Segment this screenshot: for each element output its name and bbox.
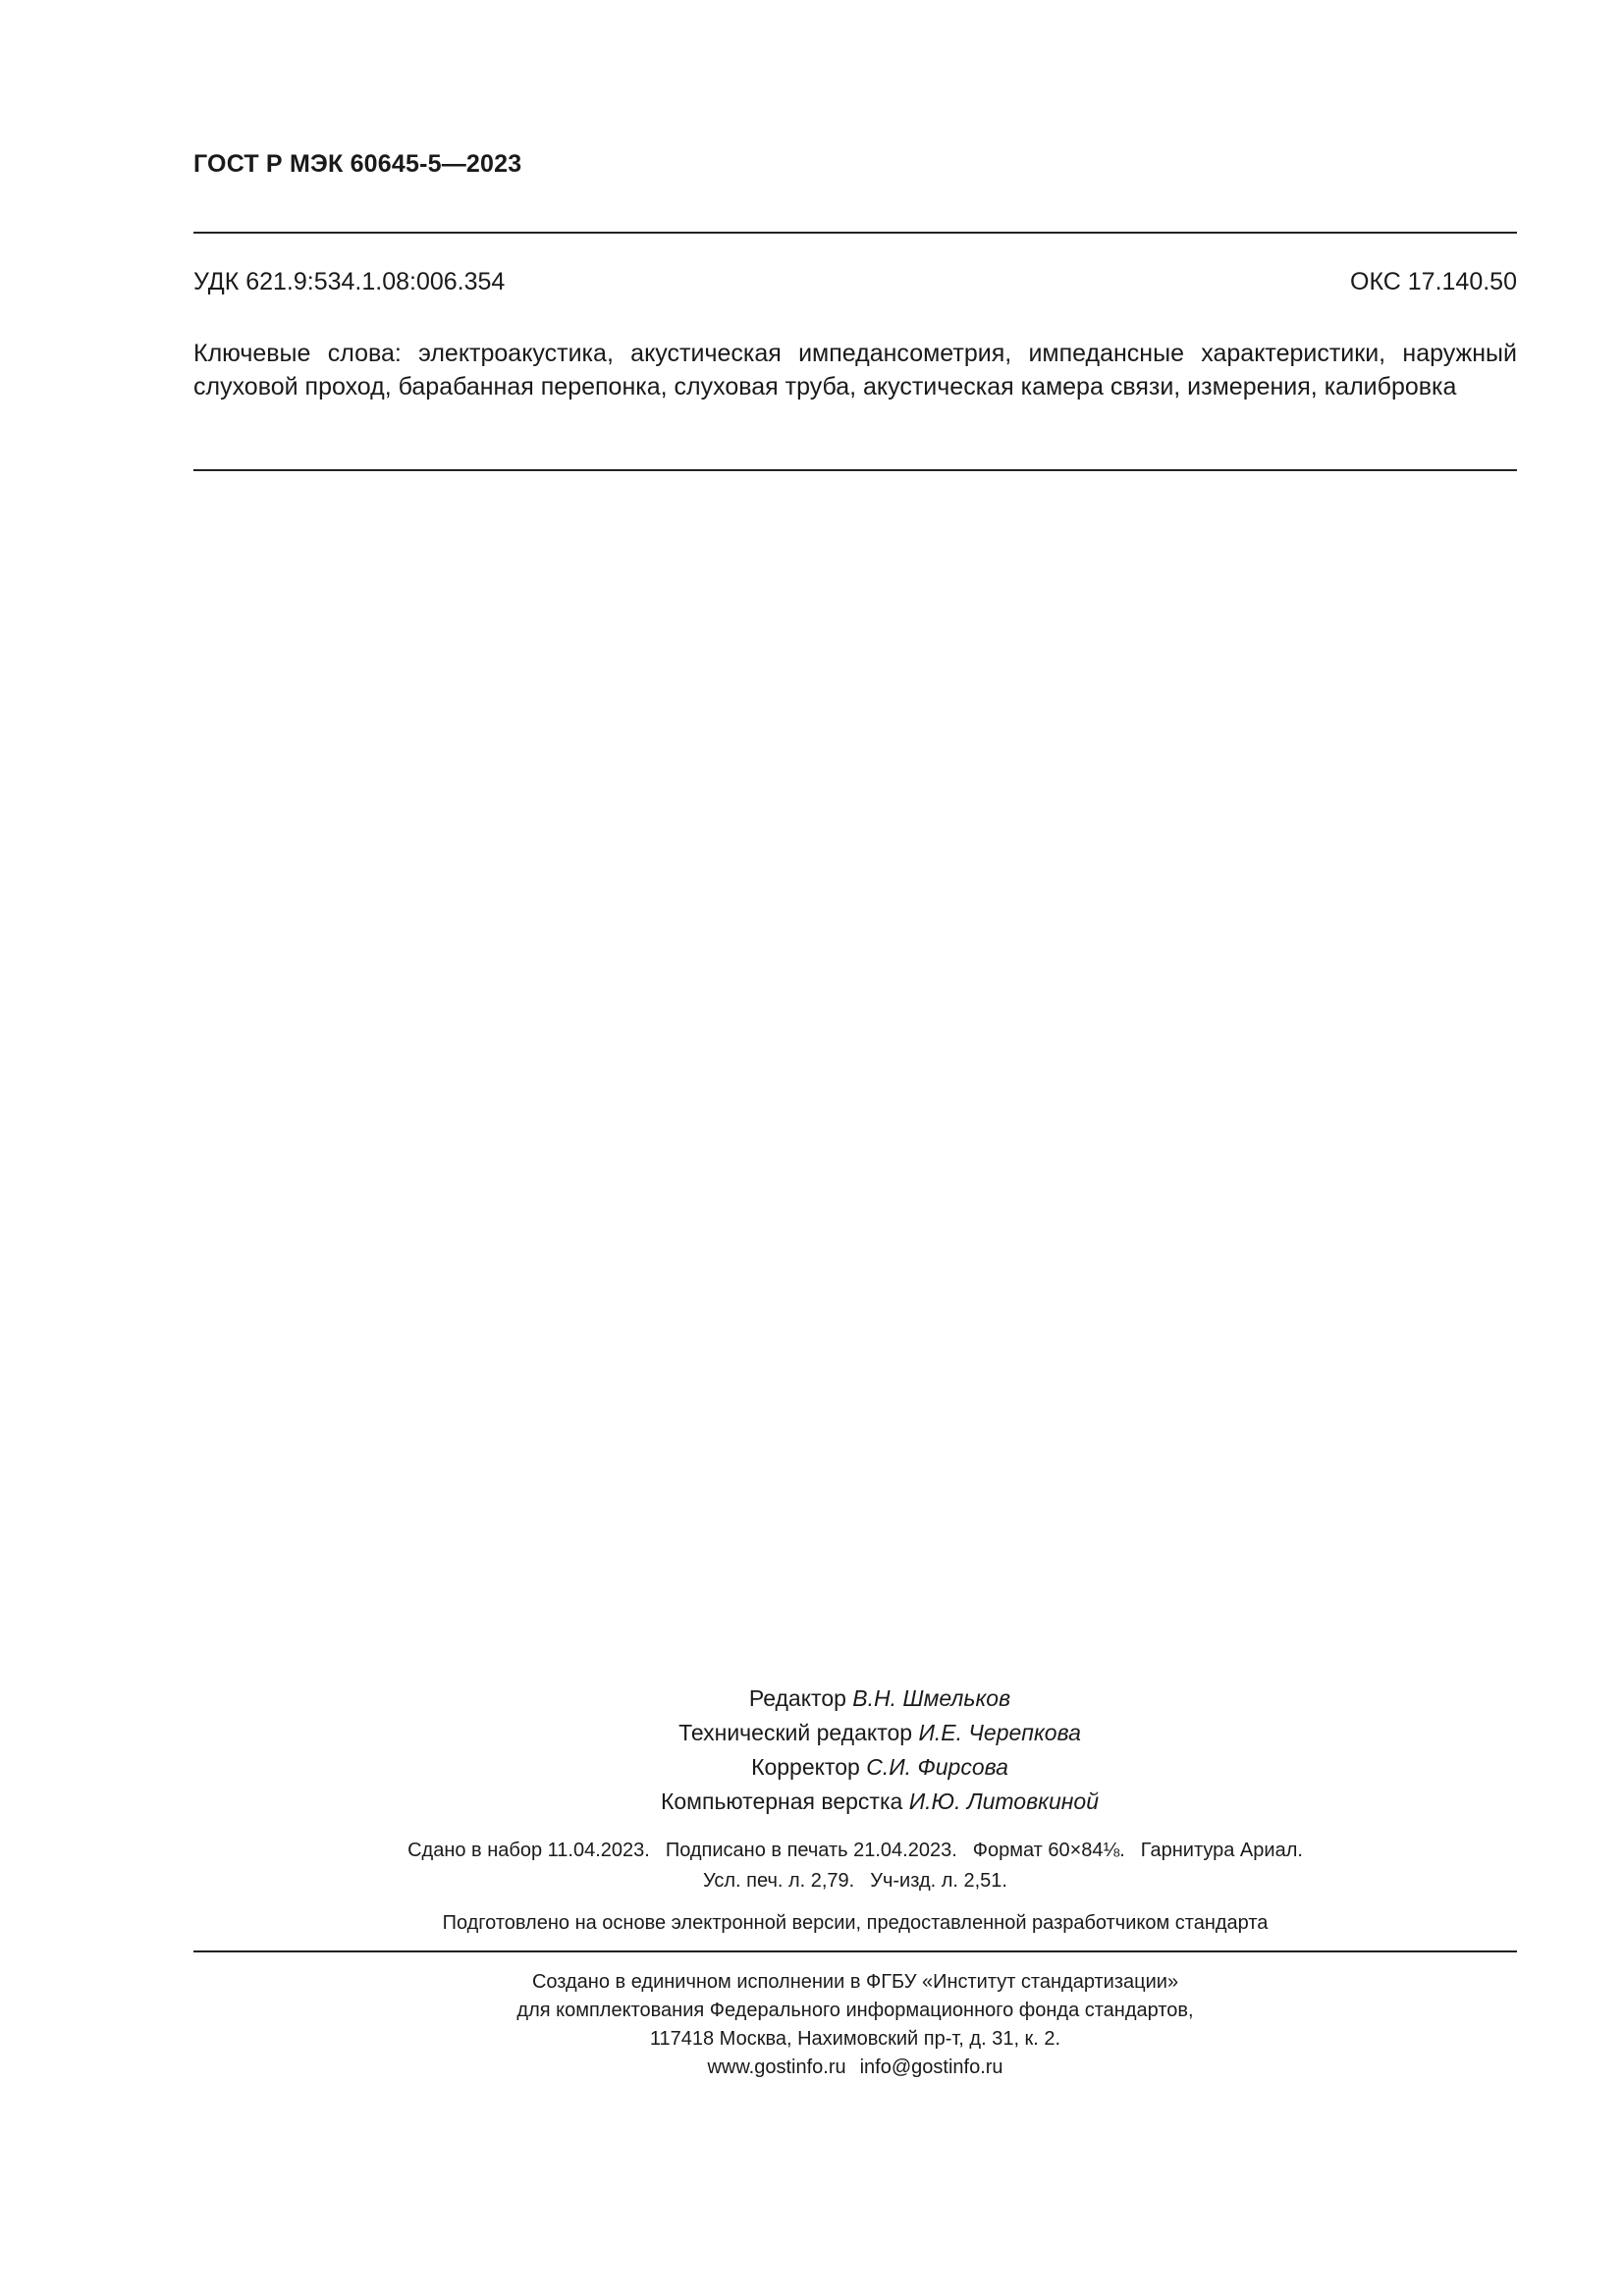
- credit-line-layout: [243, 1785, 1517, 1819]
- imprint-contacts: [193, 2054, 1517, 2082]
- print-sheets: Усл. печ. л. 2,79.: [703, 1870, 855, 1892]
- paper-format: Формат 60×84⅛.: [972, 1840, 1125, 1861]
- oks-code: ОКС 17.140.50: [1350, 268, 1517, 295]
- publication-info: [193, 1836, 1517, 1896]
- email-link[interactable]: info@gostinfo.ru: [859, 2056, 1003, 2078]
- credit-person: С.И. Фирсова: [866, 1754, 1008, 1780]
- credit-role: Компьютерная верстка: [660, 1789, 903, 1814]
- imprint-line-3: 117418 Москва, Нахимовский пр-т, д. 31, к. 2.: [649, 2028, 1061, 2050]
- imprint-divider: [193, 1950, 1517, 1952]
- credit-line-editor: [243, 1682, 1517, 1716]
- credit-role: Редактор: [748, 1685, 846, 1711]
- top-divider: [193, 232, 1517, 234]
- credit-role: Корректор: [751, 1754, 860, 1780]
- publisher-imprint: [193, 1968, 1517, 2082]
- prepared-note: Подготовлено на основе электронной версии, предоставленной разработчиком стандарта: [442, 1912, 1269, 1934]
- publication-info-line-1: [193, 1836, 1517, 1866]
- credit-person: В.Н. Шмельков: [852, 1685, 1011, 1711]
- credit-person: И.Ю. Литовкиной: [908, 1789, 1099, 1814]
- keywords-paragraph: Ключевые слова: электроакустика, акустическая импедансометрия, импедансные характеристики, наружный слуховой проход, барабанная перепонка, слуховая труба, акустическая камера связи, измерения, калибровка: [193, 340, 1517, 400]
- udk-code: УДК 621.9:534.1.08:006.354: [193, 268, 506, 295]
- website-link[interactable]: www.gostinfo.ru: [707, 2056, 846, 2078]
- credit-line-tech-editor: [243, 1716, 1517, 1750]
- classification-codes: [193, 268, 1517, 296]
- imprint-line-1: Создано в единичном исполнении в ФГБУ «Институт стандартизации»: [531, 1971, 1179, 1993]
- publisher-sheets: Уч-изд. л. 2,51.: [870, 1870, 1007, 1892]
- editorial-credits: [193, 1682, 1517, 1819]
- credit-line-proofreader: [243, 1750, 1517, 1785]
- signed-date: Подписано в печать 21.04.2023.: [665, 1840, 957, 1861]
- keywords-divider: [193, 469, 1517, 471]
- typeface: Гарнитура Ариал.: [1140, 1840, 1303, 1861]
- typeset-date: Сдано в набор 11.04.2023.: [407, 1840, 650, 1861]
- credit-role: Технический редактор: [678, 1720, 913, 1745]
- imprint-line-2: для комплектования Федерального информационного фонда стандартов,: [516, 2000, 1194, 2021]
- publication-info-line-2: [193, 1866, 1517, 1896]
- standard-designation: ГОСТ Р МЭК 60645-5—2023: [193, 150, 522, 178]
- credit-person: И.Е. Черепкова: [918, 1720, 1081, 1745]
